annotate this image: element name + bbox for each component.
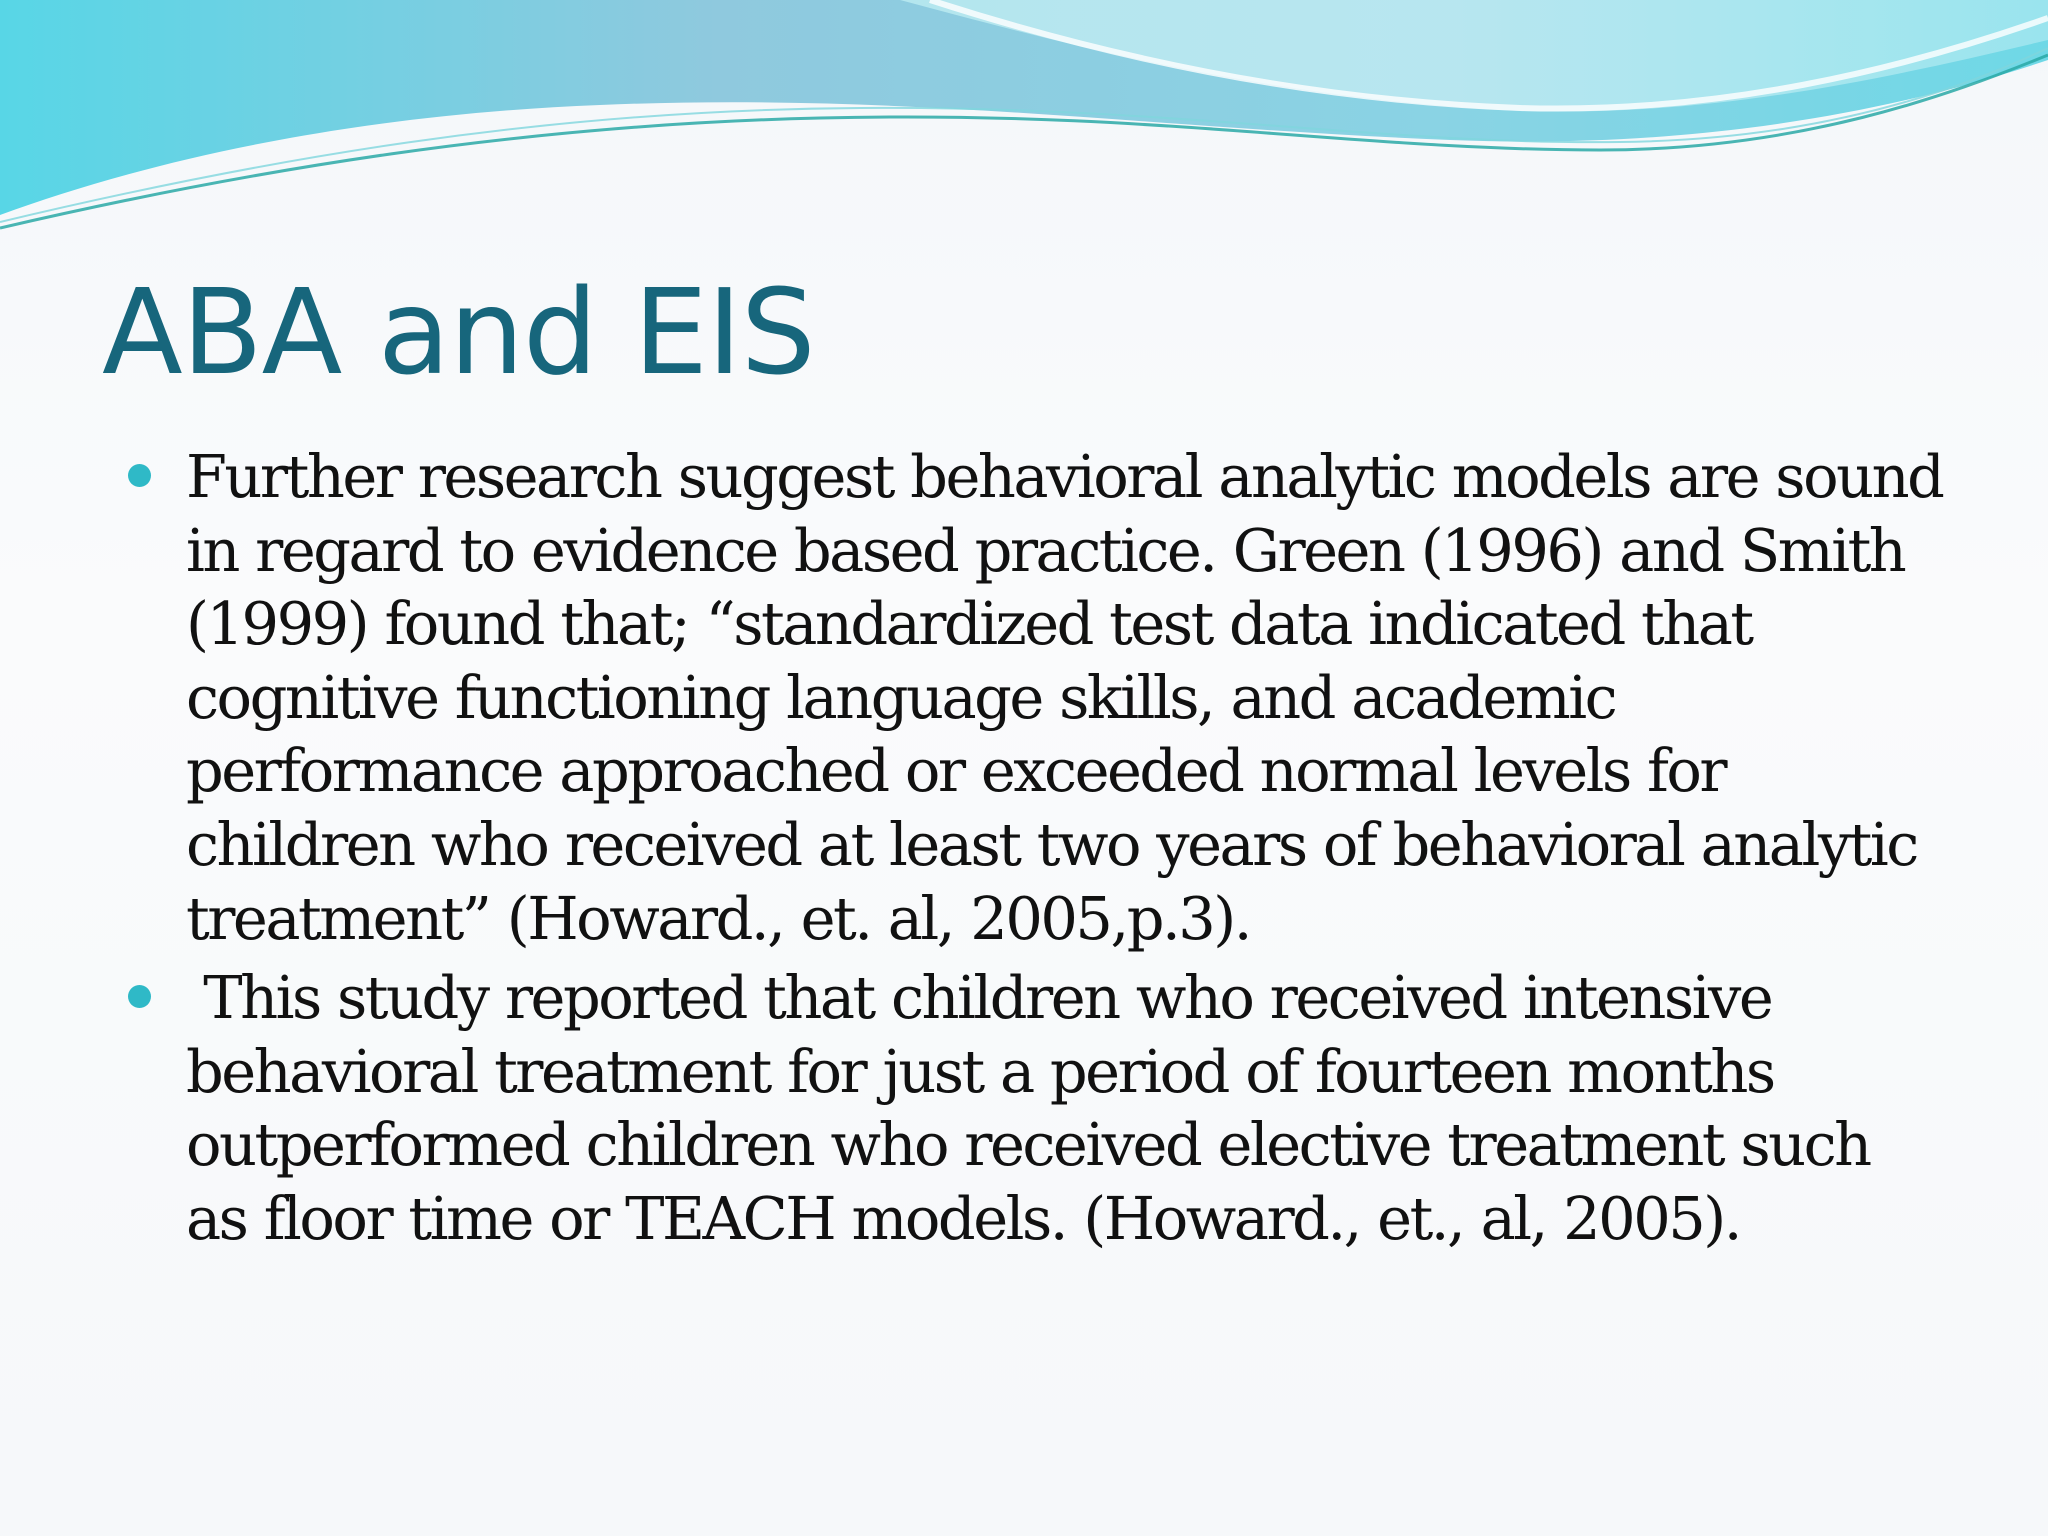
bullet-list — [124, 440, 1944, 1256]
bullet-dot-icon — [128, 464, 151, 487]
bullet-text: Further research suggest behavioral analytic models are sound in regard to evidence based practice. Green (1996) and Smith (1999) found that; “standardized test data indicated that cognitive functioning language skills, and academic performance approached or exceeded normal levels for children who received at least two years of behavioral analytic treatment” (Howard., et. al, 2005,p.3). — [186, 442, 1943, 953]
slide-title: ABA and EIS — [102, 263, 815, 401]
bullet-item-2 — [124, 961, 1944, 1255]
bullet-item-1 — [124, 440, 1944, 955]
bullet-text: This study reported that children who received intensive behavioral treatment for just a period of fourteen months outperformed children who received elective treatment such as floor time or TEACH models. (Howard., et., al, 2005). — [186, 963, 1887, 1253]
bullet-dot-icon — [128, 985, 151, 1008]
header-wave-decoration — [0, 0, 2048, 240]
